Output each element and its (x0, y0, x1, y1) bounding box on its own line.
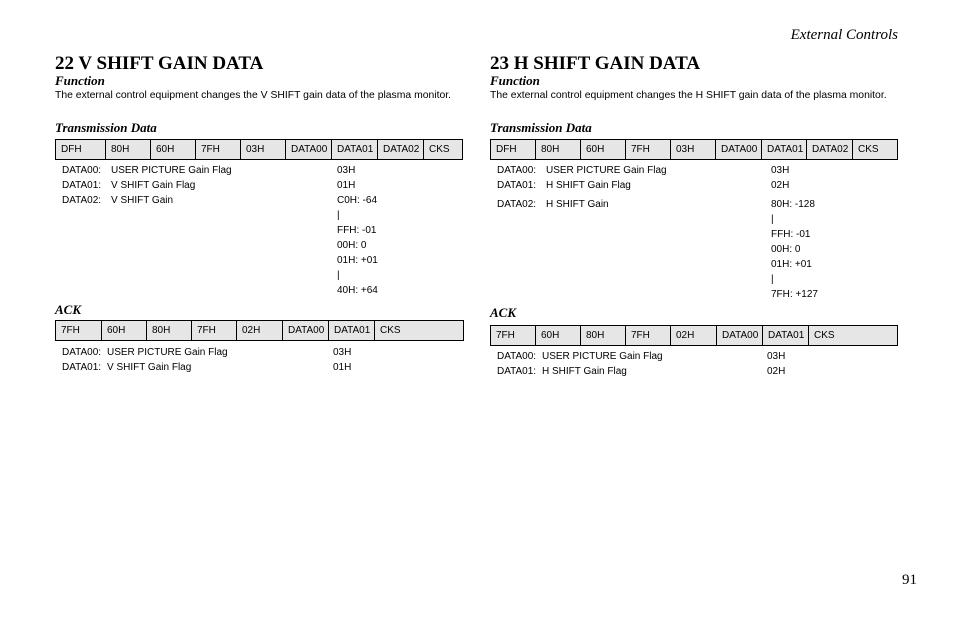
table-cell: DATA00 (283, 321, 329, 341)
data-value: C0H: -64 (337, 195, 378, 206)
data-value: | (771, 274, 774, 285)
data-key: DATA01: (497, 180, 537, 191)
data-description: H SHIFT Gain Flag (546, 180, 631, 191)
data-value: 01H: +01 (771, 259, 812, 270)
transmission-table (490, 139, 898, 160)
table-cell: DATA00 (286, 140, 332, 160)
table-cell: 60H (102, 321, 147, 341)
ack-table-row (491, 326, 898, 346)
data-key: DATA01: (62, 362, 102, 373)
data-value: 02H (767, 366, 786, 377)
ack-heading: ACK (490, 305, 517, 320)
data-description: USER PICTURE Gain Flag (542, 351, 663, 362)
data-value: | (337, 210, 340, 221)
page-number: 91 (902, 572, 917, 588)
data-value: 01H (337, 180, 356, 191)
data-description: USER PICTURE Gain Flag (111, 165, 232, 176)
table-cell: 7FH (196, 140, 241, 160)
table-cell: 7FH (491, 326, 536, 346)
table-cell: DATA02 (378, 140, 424, 160)
table-cell: 80H (581, 326, 626, 346)
data-key: DATA02: (497, 199, 537, 210)
table-cell: DATA01 (762, 140, 807, 160)
ack-table-row (56, 321, 464, 341)
table-cell: 80H (536, 140, 581, 160)
table-cell: 02H (237, 321, 283, 341)
table-cell: 02H (671, 326, 717, 346)
table-cell: 80H (147, 321, 192, 341)
data-key: DATA00: (497, 165, 537, 176)
data-value: 00H: 0 (771, 244, 801, 255)
ack-heading: ACK (55, 302, 82, 317)
table-cell: DATA00 (716, 140, 762, 160)
data-value: 80H: -128 (771, 199, 815, 210)
data-value: 03H (333, 347, 352, 358)
table-cell: DATA00 (717, 326, 763, 346)
data-value: 03H (337, 165, 356, 176)
table-cell: 7FH (626, 140, 671, 160)
table-cell: 7FH (56, 321, 102, 341)
transmission-heading: Transmission Data (490, 120, 592, 135)
table-cell: DFH (491, 140, 536, 160)
transmission-table (55, 139, 463, 160)
data-value: 02H (771, 180, 790, 191)
data-value: FFH: -01 (771, 229, 811, 240)
data-key: DATA02: (62, 195, 102, 206)
section-header: External Controls (790, 27, 898, 43)
data-value: 03H (771, 165, 790, 176)
section-title: 23 H SHIFT GAIN DATA (490, 53, 701, 74)
table-cell: DFH (56, 140, 106, 160)
data-value: 01H (333, 362, 352, 373)
data-key: DATA00: (62, 165, 102, 176)
data-key: DATA01: (62, 180, 102, 191)
table-cell: DATA01 (763, 326, 809, 346)
table-cell: 60H (151, 140, 196, 160)
transmission-table-row (491, 140, 898, 160)
section-title: 22 V SHIFT GAIN DATA (55, 53, 264, 74)
data-value: | (771, 214, 774, 225)
data-value: 7FH: +127 (771, 289, 818, 300)
table-cell: CKS (375, 321, 464, 341)
ack-table (55, 320, 464, 341)
function-heading: Function (490, 73, 540, 88)
data-value: FFH: -01 (337, 225, 377, 236)
table-cell: CKS (809, 326, 898, 346)
function-heading: Function (55, 73, 105, 88)
transmission-heading: Transmission Data (55, 120, 157, 135)
data-value: 01H: +01 (337, 255, 378, 266)
data-description: USER PICTURE Gain Flag (546, 165, 667, 176)
data-value: 00H: 0 (337, 240, 367, 251)
data-value: 40H: +64 (337, 285, 378, 296)
transmission-table-row (56, 140, 463, 160)
data-value: 03H (767, 351, 786, 362)
data-description: USER PICTURE Gain Flag (107, 347, 228, 358)
ack-table (490, 325, 898, 346)
table-cell: 60H (536, 326, 581, 346)
data-value: | (337, 270, 340, 281)
table-cell: 7FH (192, 321, 237, 341)
table-cell: DATA01 (329, 321, 375, 341)
data-description: V SHIFT Gain (111, 195, 174, 206)
data-description: H SHIFT Gain (546, 199, 609, 210)
table-cell: CKS (853, 140, 898, 160)
table-cell: 03H (671, 140, 716, 160)
table-cell: 80H (106, 140, 151, 160)
table-cell: DATA01 (332, 140, 378, 160)
function-description: The external control equipment changes the H SHIFT gain data of the plasma monitor. (490, 90, 887, 101)
data-key: DATA00: (62, 347, 102, 358)
data-description: V SHIFT Gain Flag (107, 362, 192, 373)
table-cell: 03H (241, 140, 286, 160)
data-description: H SHIFT Gain Flag (542, 366, 627, 377)
table-cell: DATA02 (807, 140, 853, 160)
data-description: V SHIFT Gain Flag (111, 180, 196, 191)
table-cell: 60H (581, 140, 626, 160)
table-cell: CKS (424, 140, 463, 160)
data-key: DATA00: (497, 351, 537, 362)
data-key: DATA01: (497, 366, 537, 377)
table-cell: 7FH (626, 326, 671, 346)
function-description: The external control equipment changes the V SHIFT gain data of the plasma monitor. (55, 90, 452, 101)
